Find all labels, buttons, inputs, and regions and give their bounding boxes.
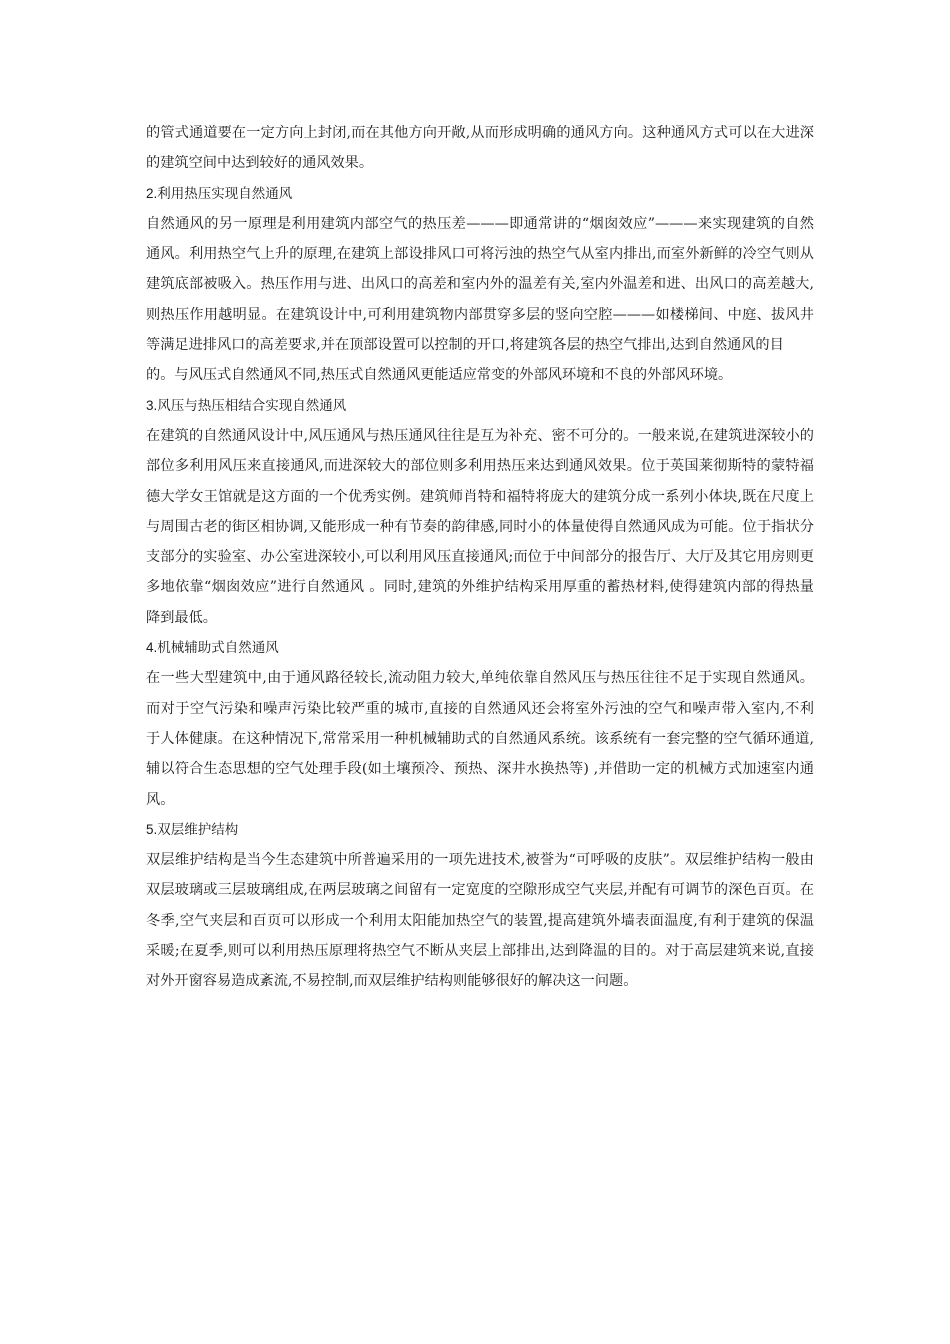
paragraph-line: 在一些大型建筑中,由于通风路径较长,流动阻力较大,单纯依靠自然风压与热压往往不足于实现自然通风。 bbox=[146, 670, 814, 687]
paragraph-line: 支部分的实验室、办公室进深较小,可以利用风压直接通风;而位于中间部分的报告厅、大厅及其它用房则更 bbox=[146, 549, 814, 566]
paragraph-line: 辅以符合生态思想的空气处理手段(如土壤预冷、预热、深井水换热等) ,并借助一定的机械方式加速室内通 bbox=[146, 761, 814, 778]
paragraph-line: 自然通风的另一原理是利用建筑内部空气的热压差———即通常讲的“烟囱效应”———来实现建筑的自然 bbox=[146, 215, 814, 232]
section-2 bbox=[146, 179, 814, 391]
paragraph-line: 则热压作用越明显。在建筑设计中,可利用建筑物内部贯穿多层的竖向空腔———如楼梯间、中庭、拔风井 bbox=[146, 306, 814, 323]
document-page bbox=[146, 118, 814, 997]
paragraph-line: 对外开窗容易造成紊流,不易控制,而双层维护结构则能够很好的解决这一问题。 bbox=[146, 973, 638, 990]
section-heading: 4.机械辅助式自然通风 bbox=[146, 640, 279, 656]
paragraph-line: 部位多利用风压来直接通风,而进深较大的部位则多利用热压来达到通风效果。位于英国莱彻斯特的蒙特福 bbox=[146, 458, 814, 475]
paragraph-line: 等满足进排风口的高差要求,并在顶部设置可以控制的开口,将建筑各层的热空气排出,达到自然通风的目 bbox=[146, 337, 784, 354]
section-4 bbox=[146, 633, 814, 815]
section-3 bbox=[146, 391, 814, 633]
paragraph-line: 而对于空气污染和噪声污染比较严重的城市,直接的自然通风还会将室外污浊的空气和噪声带入室内,不利 bbox=[146, 700, 814, 717]
section-heading: 5.双层维护结构 bbox=[146, 821, 239, 837]
paragraph-line: 双层玻璃或三层玻璃组成,在两层玻璃之间留有一定宽度的空隙形成空气夹层,并配有可调节的深色百页。在 bbox=[146, 882, 814, 899]
paragraph-line: 的管式通道要在一定方向上封闭,而在其他方向开敞,从而形成明确的通风方向。这种通风方式可以在大进深 bbox=[146, 125, 814, 141]
paragraph-line: 降到最低。 bbox=[146, 609, 217, 626]
paragraph-line: 采暖;在夏季,则可以利用热压原理将热空气不断从夹层上部排出,达到降温的目的。对于高层建筑来说,直接 bbox=[146, 943, 814, 960]
paragraph-line: 多地依靠“烟囱效应”进行自然通风 。同时,建筑的外维护结构采用厚重的蓄热材料,使得建筑内部的得热量 bbox=[146, 579, 814, 596]
paragraph-line: 的建筑空间中达到较好的通风效果。 bbox=[146, 155, 374, 172]
paragraph-line: 冬季,空气夹层和百页可以形成一个利用太阳能加热空气的装置,提高建筑外墙表面温度,有利于建筑的保温 bbox=[146, 912, 814, 929]
paragraph-line: 风。 bbox=[146, 791, 175, 808]
paragraph-line: 德大学女王馆就是这方面的一个优秀实例。建筑师肖特和福特将庞大的建筑分成一系列小体块,既在尺度上 bbox=[146, 488, 814, 505]
intro-paragraph bbox=[146, 118, 814, 179]
paragraph-line: 双层维护结构是当今生态建筑中所普遍采用的一项先进技术,被誉为“可呼吸的皮肤”。双层维护结构一般由 bbox=[146, 852, 814, 869]
section-heading: 3.风压与热压相结合实现自然通风 bbox=[146, 397, 347, 413]
section-5 bbox=[146, 815, 814, 997]
paragraph-line: 于人体健康。在这种情况下,常常采用一种机械辅助式的自然通风系统。该系统有一套完整的空气循环通道, bbox=[146, 730, 814, 747]
paragraph-line: 的。与风压式自然通风不同,热压式自然通风更能适应常变的外部风环境和不良的外部风环境。 bbox=[146, 367, 733, 384]
paragraph-line: 通风。利用热空气上升的原理,在建筑上部设排风口可将污浊的热空气从室内排出,而室外新鲜的冷空气则从 bbox=[146, 246, 814, 263]
paragraph-line: 与周围古老的街区相协调,又能形成一种有节奏的韵律感,同时小的体量使得自然通风成为可能。位于指状分 bbox=[146, 518, 814, 535]
paragraph-line: 在建筑的自然通风设计中,风压通风与热压通风往往是互为补充、密不可分的。一般来说,在建筑进深较小的 bbox=[146, 427, 814, 444]
section-heading: 2.利用热压实现自然通风 bbox=[146, 185, 293, 201]
paragraph-line: 建筑底部被吸入。热压作用与进、出风口的高差和室内外的温差有关,室内外温差和进、出风口的高差越大, bbox=[146, 276, 814, 293]
